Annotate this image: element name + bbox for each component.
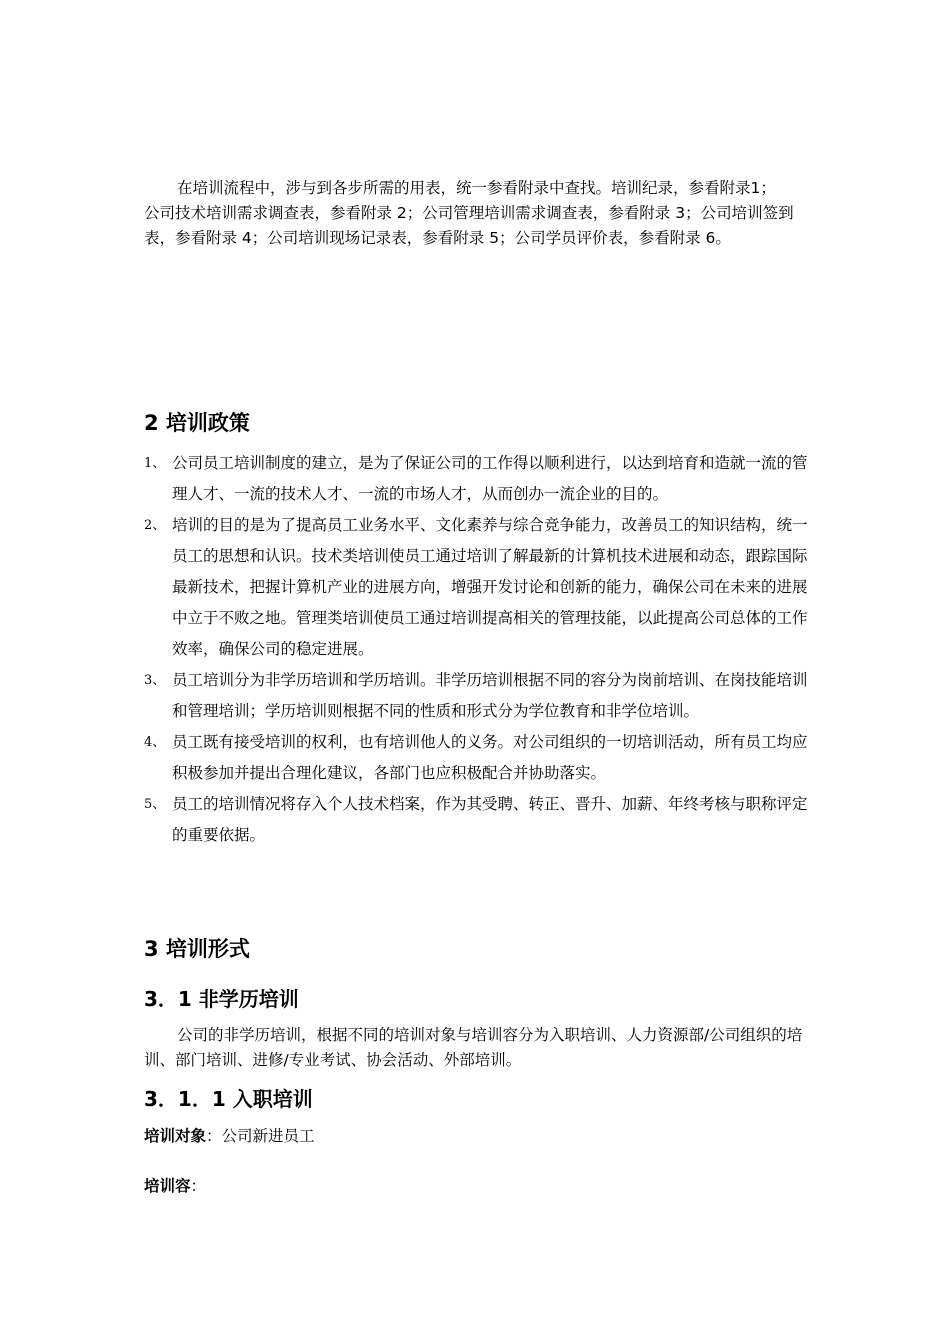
list-item-text: 培训的目的是为了提高员工业务水平、文化素养与综合竞争能力，改善员工的知识结构，统一员工的思想和认识。技术类培训使员工通过培训了解最新的计算机技术进展和动态，跟踪国际最新技术，把握计算机产业的进展方向，增强开发讨论和创新的能力，确保公司在未来的进展中立于不败之地。管理类培训使员工通过培训提高相关的管理技能，以此提高公司总体的工作效率，确保公司的稳定进展。	[172, 516, 808, 658]
section-3-1-heading: 3．1 非学历培训	[144, 987, 299, 1011]
section-2-heading: 2 培训政策	[144, 411, 250, 435]
list-item-text: 员工培训分为非学历培训和学历培训。非学历培训根据不同的容分为岗前培训、在岗技能培训和管理培训；学历培训则根据不同的性质和形式分为学位教育和非学位培训。	[172, 671, 808, 720]
training-target-value: ：公司新进员工	[206, 1127, 315, 1145]
list-item	[144, 727, 808, 789]
list-item-text: 员工既有接受培训的权利，也有培训他人的义务。对公司组织的一切培训活动，所有员工均应积极参加并提出合理化建议，各部门也应积极配合并协助落实。	[172, 733, 808, 782]
list-item-text: 公司员工培训制度的建立，是为了保证公司的工作得以顺利进行，以达到培育和造就一流的管理人才、一流的技术人才、一流的市场人才，从而创办一流企业的目的。	[172, 454, 808, 503]
list-item	[144, 789, 808, 851]
list-item-number: 1、	[144, 456, 166, 471]
list-item	[144, 510, 808, 665]
training-target-label: 培训对象	[144, 1127, 207, 1145]
training-content-label: 培训容	[144, 1177, 191, 1195]
list-item	[144, 665, 808, 727]
list-item-text: 员工的培训情况将存入个人技术档案，作为其受聘、转正、晋升、加薪、年终考核与职称评定的重要依据。	[172, 795, 808, 844]
policy-list	[144, 448, 808, 851]
section-3-heading: 3 培训形式	[144, 937, 250, 961]
list-item-number: 3、	[144, 673, 166, 688]
intro-section	[144, 176, 808, 251]
list-item	[144, 448, 808, 510]
list-item-number: 5、	[144, 797, 166, 812]
list-item-number: 4、	[144, 735, 166, 750]
section-3-1-1-heading: 3．1．1 入职培训	[144, 1087, 313, 1111]
intro-paragraph-2: 公司技术培训需求调查表，参看附录 2；公司管理培训需求调查表，参看附录 3；公司培训签到表，参看附录 4；公司培训现场记录表，参看附录 5；公司学员评价表，参看附录 6。	[144, 204, 794, 247]
document-page	[144, 0, 808, 1344]
section-3-1-paragraph: 公司的非学历培训，根据不同的培训对象与培训容分为入职培训、人力资源部/公司组织的培训、部门培训、进修/专业考试、协会活动、外部培训。	[144, 1026, 803, 1069]
training-target-field	[144, 1125, 315, 1147]
training-content-value: ：	[190, 1177, 207, 1195]
intro-paragraph-1: 在培训流程中，涉与到各步所需的用表，统一参看附录中查找。培训纪录，参看附录1；	[177, 179, 776, 197]
training-content-field	[144, 1175, 206, 1197]
list-item-number: 2、	[144, 518, 166, 533]
